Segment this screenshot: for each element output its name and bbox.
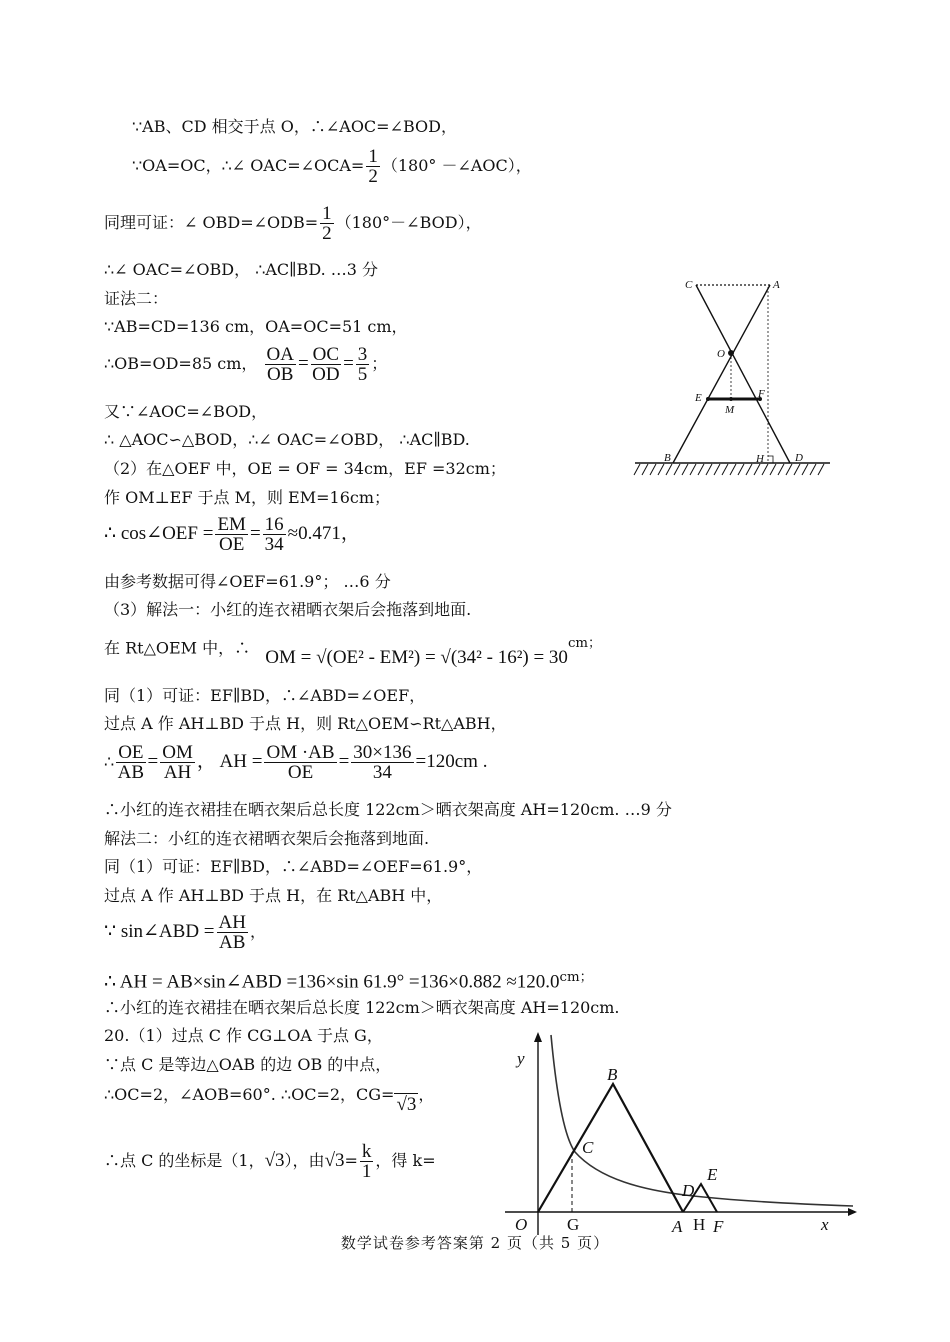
fraction-oe-ab: $\frac{OE}{AB}$ <box>117 742 145 783</box>
fig1-label-o: O <box>717 348 725 360</box>
fraction-em-oe: $\frac{EM}{OE}$ <box>217 514 246 555</box>
fraction-30136-34: $\frac{30\times 136}{34}$ <box>353 742 412 783</box>
line-5: 证法二： <box>104 289 169 308</box>
fig1-label-f: F <box>758 388 765 400</box>
line-3: 同理可证：∠ OBD=∠ODB= $\frac{1}{2}$ （180°－∠BOD）， <box>104 203 482 244</box>
line-29: ∴点 C 的坐标是（1，√3），由√3= $\frac{k}{1}$ ，得 k= <box>104 1141 436 1182</box>
line-16: 同（1）可证：EF∥BD，∴∠ABD=∠OEF， <box>104 686 426 705</box>
fig2-label-d: D <box>682 1181 695 1200</box>
line-22: 过点 A 作 AH⊥BD 于点 H，在 Rt△ABH 中， <box>104 886 443 905</box>
fraction-oa-ob: $\frac{OA}{OB}$ <box>266 344 294 385</box>
coordinate-figure <box>505 1030 865 1240</box>
fraction-omab-oe: $\frac{OM \cdot AB}{OE}$ <box>266 742 335 783</box>
line-13: 由参考数据可得∠OEF=61.9°； …6 分 <box>104 572 391 591</box>
line-17: 过点 A 作 AH⊥BD 于点 H，则 Rt△OEM∽Rt△ABH， <box>104 714 507 733</box>
fraction-oc-od: $\frac{OC}{OD}$ <box>312 344 340 385</box>
line-28: ∴OC=2，∠AOB=60°. ∴OC=2，CG= √3 ， <box>104 1085 435 1115</box>
line-24: ∴ AH = AB×sin∠ABD =136×sin $61.9^\circ =136\times 0.882 \approx 120.0^{cm;}$ <box>104 970 593 993</box>
fig1-label-a: A <box>773 279 780 291</box>
fraction-3-5: $\frac{3}{5}$ <box>357 344 368 385</box>
line-6: ∵AB=CD=136 cm，OA=OC=51 cm， <box>104 317 408 336</box>
fig2-axis-x: x <box>821 1215 829 1234</box>
line-8: 又∵∠AOC=∠BOD， <box>104 402 268 421</box>
fig2-label-f: F <box>713 1217 724 1236</box>
line-12: ∴ cos∠OEF = $\frac{EM}{OE}$ = $\frac{16}{34}$ ≈0.471， <box>104 514 360 555</box>
line-11: 作 OM⊥EF 于点 M，则 EM=16cm； <box>104 488 391 507</box>
line-2: ∵OA=OC，∴∠ OAC=∠OCA= $\frac{1}{2}$ （180° －∠AOC）， <box>132 146 532 187</box>
fig1-label-c: C <box>685 279 693 291</box>
fig2-label-e: E <box>707 1165 718 1184</box>
fraction-k-1: $\frac{k}{1}$ <box>361 1141 372 1182</box>
fig1-label-m: M <box>725 404 735 416</box>
line-10: （2）在△OEF 中，OE = OF = 34cm，EF =32cm； <box>104 459 506 478</box>
line-20: 解法二：小红的连衣裙晒衣架后会拖落到地面. <box>104 829 430 848</box>
line-15: 在 Rt△OEM 中，∴ OM = $√(OE^2 - EM^2) = √(34^2 - 16^2) = 30^{cm;}$ <box>104 636 602 669</box>
line-9: ∴ △AOC∽△BOD，∴∠ OAC=∠OBD， ∴AC∥BD. <box>104 430 470 449</box>
line-18: ∴ $\frac{OE}{AB}$ = $\frac{OM}{AH}$ ， AH = $\frac{OM \cdot AB}{OE}$ = $\frac{30\times 136}{34}$ =120cm . <box>104 742 488 783</box>
fraction-16-34: $\frac{16}{34}$ <box>264 514 284 555</box>
fig2-axis-y: y <box>517 1049 525 1068</box>
line-14: （3）解法一：小红的连衣裙晒衣架后会拖落到地面. <box>104 600 472 619</box>
line-27: ∵点 C 是等边△OAB 的边 OB 的中点， <box>104 1055 392 1074</box>
fig1-label-b: B <box>664 452 671 464</box>
clothes-rack-figure <box>630 275 835 485</box>
line-26: 20.（1）过点 C 作 CG⊥OA 于点 G， <box>104 1026 383 1045</box>
line-1: ∵AB、CD 相交于点 O，∴∠AOC=∠BOD， <box>132 117 457 136</box>
fraction-om-ah: $\frac{OM}{AH}$ <box>162 742 193 783</box>
line-4: ∴∠ OAC=∠OBD， ∴AC∥BD. …3 分 <box>104 260 379 279</box>
fraction-half: $\frac{1}{2}$ <box>368 146 378 187</box>
fig2-label-c: C <box>582 1138 594 1157</box>
line-23: ∵ sin∠ABD = $\frac{AH}{AB}$ ， <box>104 912 266 953</box>
fig2-label-a: A <box>672 1217 683 1236</box>
fig1-label-h: H <box>756 453 764 465</box>
fig2-label-b: B <box>607 1065 618 1084</box>
fraction-half-2: $\frac{1}{2}$ <box>322 203 332 244</box>
fig1-label-e: E <box>695 392 702 404</box>
fig2-label-h: H <box>693 1215 706 1234</box>
fig2-label-g: G <box>567 1215 580 1234</box>
line-25: ∴小红的连衣裙挂在晒衣架后总长度 122cm＞晒衣架高度 AH=120cm. <box>104 998 620 1017</box>
page-footer: 数学试卷参考答案第 2 页（共 5 页） <box>340 1234 610 1252</box>
line-19: ∴小红的连衣裙挂在晒衣架后总长度 122cm＞晒衣架高度 AH=120cm. …9 分 <box>104 800 672 819</box>
fig2-label-o: O <box>515 1215 528 1234</box>
line-21: 同（1）可证：EF∥BD，∴∠ABD=∠OEF=61.9°， <box>104 857 483 876</box>
line-7: ∴OB=OD=85 cm， $\frac{OA}{OB}$ = $\frac{OC}{OD}$ = $\frac{3}{5}$ ； <box>104 344 388 385</box>
fig1-label-d: D <box>795 452 803 464</box>
fraction-ah-ab: $\frac{AH}{AB}$ <box>218 912 246 953</box>
